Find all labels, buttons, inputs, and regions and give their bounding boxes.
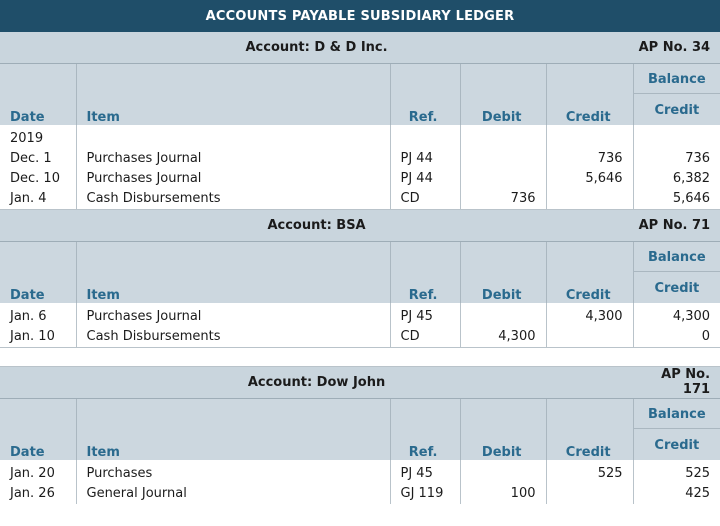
cell-date: Dec. 1	[0, 149, 76, 169]
col-credit: Credit	[546, 241, 633, 303]
cell-ref: PJ 45	[390, 303, 460, 327]
col-item: Item	[76, 398, 390, 460]
cell-ref: PJ 45	[390, 460, 460, 484]
col-ref: Ref.	[390, 63, 460, 125]
col-credit: Credit	[546, 398, 633, 460]
cell-credit: 5,646	[546, 169, 633, 189]
cell-credit: 525	[546, 460, 633, 484]
cell-ref: CD	[390, 189, 460, 210]
cell-credit: 4,300	[546, 303, 633, 327]
cell-debit: 736	[460, 189, 546, 210]
cell-credit	[546, 327, 633, 348]
col-date: Date	[0, 241, 76, 303]
col-balance-credit: Credit	[633, 428, 720, 460]
cell-date: Jan. 4	[0, 189, 76, 210]
cell-balance	[633, 125, 720, 149]
cell-item: Purchases	[76, 460, 390, 484]
col-balance-credit: Credit	[633, 271, 720, 303]
table-row	[0, 460, 720, 484]
cell-debit	[460, 169, 546, 189]
section-gap	[0, 348, 720, 367]
table-row	[0, 327, 720, 348]
account-header	[0, 210, 720, 241]
cell-balance: 5,646	[633, 189, 720, 210]
account-header	[0, 32, 720, 63]
col-ref: Ref.	[390, 398, 460, 460]
cell-item: Cash Disbursements	[76, 189, 390, 210]
cell-debit: 4,300	[460, 327, 546, 348]
table-row	[0, 303, 720, 327]
cell-item: Cash Disbursements	[76, 327, 390, 348]
cell-balance: 736	[633, 149, 720, 169]
cell-credit	[546, 189, 633, 210]
table-row	[0, 149, 720, 169]
account-number: AP No. 71	[633, 210, 720, 241]
col-date: Date	[0, 63, 76, 125]
col-ref: Ref.	[390, 241, 460, 303]
cell-date: 2019	[0, 125, 76, 149]
account-table-dow-john	[0, 367, 720, 504]
col-debit: Debit	[460, 241, 546, 303]
cell-item	[76, 125, 390, 149]
cell-ref: PJ 44	[390, 169, 460, 189]
cell-item: Purchases Journal	[76, 303, 390, 327]
cell-balance: 425	[633, 484, 720, 504]
cell-ref: GJ 119	[390, 484, 460, 504]
cell-ref: PJ 44	[390, 149, 460, 169]
table-row	[0, 484, 720, 504]
cell-credit	[546, 125, 633, 149]
account-table-bsa	[0, 210, 720, 348]
cell-ref: CD	[390, 327, 460, 348]
cell-item: Purchases Journal	[76, 149, 390, 169]
col-credit: Credit	[546, 63, 633, 125]
cell-debit	[460, 303, 546, 327]
cell-debit	[460, 460, 546, 484]
col-balance: Balance	[633, 398, 720, 428]
ledger-title: ACCOUNTS PAYABLE SUBSIDIARY LEDGER	[0, 0, 720, 32]
cell-balance: 4,300	[633, 303, 720, 327]
cell-credit: 736	[546, 149, 633, 169]
account-name: Account: Dow John	[0, 367, 633, 398]
cell-credit	[546, 484, 633, 504]
cell-balance: 0	[633, 327, 720, 348]
col-balance: Balance	[633, 63, 720, 93]
cell-debit: 100	[460, 484, 546, 504]
col-item: Item	[76, 241, 390, 303]
col-item: Item	[76, 63, 390, 125]
cell-ref	[390, 125, 460, 149]
cell-balance: 525	[633, 460, 720, 484]
cell-item: Purchases Journal	[76, 169, 390, 189]
cell-date: Jan. 10	[0, 327, 76, 348]
cell-debit	[460, 125, 546, 149]
col-balance-credit: Credit	[633, 93, 720, 125]
cell-date: Jan. 6	[0, 303, 76, 327]
cell-balance: 6,382	[633, 169, 720, 189]
cell-date: Jan. 20	[0, 460, 76, 484]
account-name: Account: D & D Inc.	[0, 32, 633, 63]
cell-date: Jan. 26	[0, 484, 76, 504]
cell-debit	[460, 149, 546, 169]
col-debit: Debit	[460, 63, 546, 125]
account-number: AP No. 34	[633, 32, 720, 63]
account-header	[0, 367, 720, 398]
col-date: Date	[0, 398, 76, 460]
col-balance: Balance	[633, 241, 720, 271]
cell-item: General Journal	[76, 484, 390, 504]
table-row	[0, 125, 720, 149]
table-row	[0, 169, 720, 189]
account-number: AP No. 171	[633, 367, 720, 398]
cell-date: Dec. 10	[0, 169, 76, 189]
table-row	[0, 189, 720, 210]
account-table-dd-inc	[0, 32, 720, 210]
account-name: Account: BSA	[0, 210, 633, 241]
col-debit: Debit	[460, 398, 546, 460]
